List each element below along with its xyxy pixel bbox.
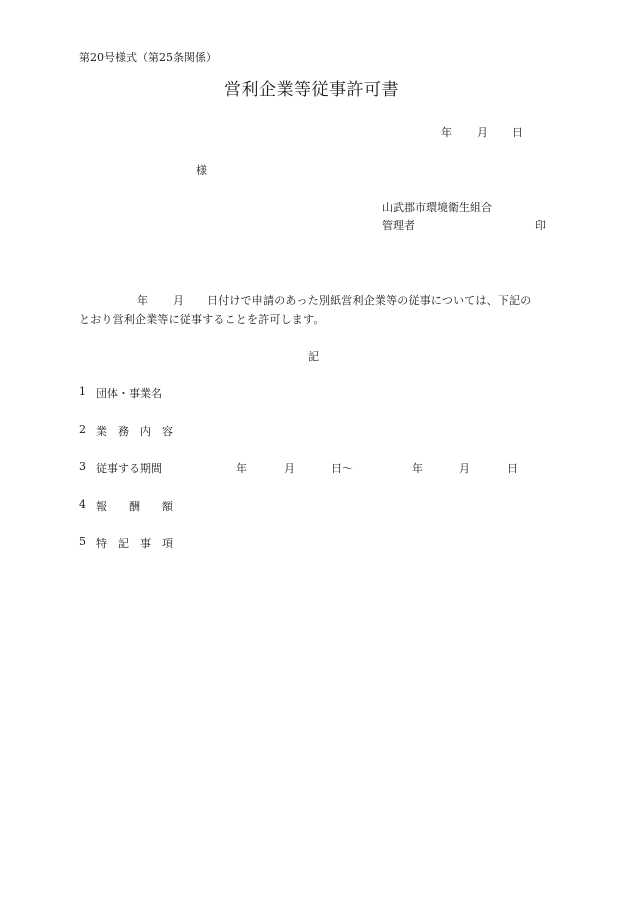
period-end-day: 日 [507, 462, 518, 475]
body-line-1: 日付けで申請のあった別紙営利企業等の従事については、下記の [207, 294, 532, 307]
body-year-label: 年 [137, 294, 149, 307]
item-number: 4 [79, 498, 86, 511]
date-month-label: 月 [477, 126, 488, 139]
period-start-day: 日～ [331, 462, 353, 475]
issuer-role: 管理者 [382, 219, 415, 232]
item-label-period: 従事する期間 [96, 462, 162, 475]
item-label-compensation: 報 酬 額 [96, 500, 173, 513]
form-number: 第20号様式（第25条関係） [79, 51, 217, 64]
item-number: 1 [79, 385, 86, 398]
period-start-year: 年 [236, 462, 247, 475]
item-label-organization: 団体・事業名 [96, 387, 162, 400]
item-label-special-notes: 特 記 事 項 [96, 537, 173, 550]
period-end-year: 年 [412, 462, 423, 475]
body-line-2: とおり営利企業等に従事することを許可します。 [79, 313, 325, 326]
item-number: 2 [79, 423, 86, 436]
date-day-label: 日 [512, 126, 523, 139]
period-end-month: 月 [459, 462, 470, 475]
item-label-job-description: 業 務 内 容 [96, 425, 173, 438]
ki-heading: 記 [308, 350, 319, 363]
item-number: 5 [79, 535, 86, 548]
issuer-organization: 山武郡市環境衛生組合 [382, 201, 492, 214]
body-month-label: 月 [173, 294, 185, 307]
item-number: 3 [79, 460, 86, 473]
seal-mark: 印 [535, 219, 546, 232]
addressee-suffix: 様 [196, 164, 207, 177]
period-start-month: 月 [284, 462, 295, 475]
document-title: 営利企業等従事許可書 [224, 80, 399, 100]
date-year-label: 年 [441, 126, 452, 139]
